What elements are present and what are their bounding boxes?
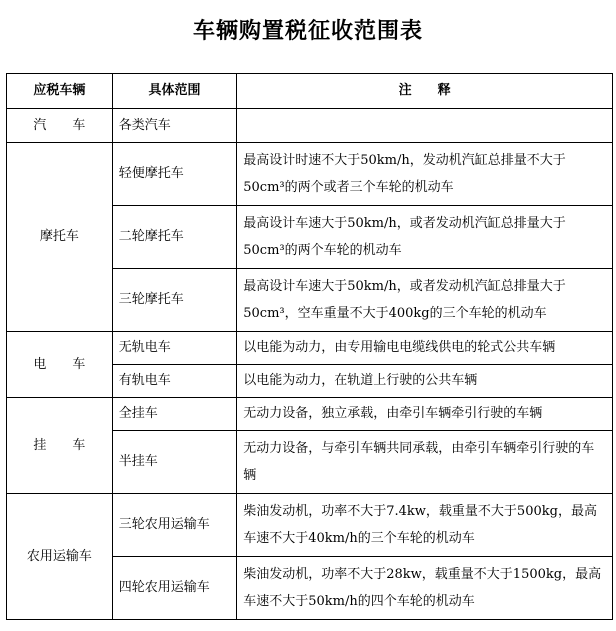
scope-cell: 轻便摩托车: [112, 143, 237, 206]
table-row: [7, 109, 613, 143]
note-cell: 最高设计时速不大于50km/h，发动机汽缸总排量不大于50cm³的两个或者三个车轮的机动车: [237, 143, 613, 206]
scope-cell: 有轨电车: [112, 365, 237, 398]
table-header-row: [7, 74, 613, 109]
note-cell: 最高设计车速大于50km/h，或者发动机汽缸总排量大于50cm³的两个车轮的机动车: [237, 206, 613, 269]
page-title: 车辆购置税征收范围表: [192, 18, 423, 44]
note-cell: 柴油发动机，功率不大于28kw，载重量不大于1500kg，最高车速不大于50km/h的四个车轮的机动车: [237, 557, 613, 620]
note-cell: 以电能为动力，由专用输电电缆线供电的轮式公共车辆: [237, 332, 613, 365]
header-scope: 具体范围: [112, 74, 237, 109]
table-row: [7, 494, 613, 557]
vehicle-trailer: 挂 车: [7, 398, 113, 494]
note-cell: 以电能为动力，在轨道上行驶的公共车辆: [237, 365, 613, 398]
scope-cell: 无轨电车: [112, 332, 237, 365]
vehicle-tram: 电 车: [7, 332, 113, 398]
scope-cell: 全挂车: [112, 398, 237, 431]
tax-scope-table: [6, 73, 613, 620]
scope-cell: 三轮摩托车: [112, 269, 237, 332]
table-row: [7, 332, 613, 365]
vehicle-farm: 农用运输车: [7, 494, 113, 620]
note-cell: 柴油发动机，功率不大于7.4kw，载重量不大于500kg，最高车速不大于40km/h的三个车轮的机动车: [237, 494, 613, 557]
note-cell: 无动力设备，独立承载，由牵引车辆牵引行驶的车辆: [237, 398, 613, 431]
scope-cell: 四轮农用运输车: [112, 557, 237, 620]
scope-cell: 二轮摩托车: [112, 206, 237, 269]
table-row: [7, 398, 613, 431]
note-cell: 无动力设备，与牵引车辆共同承载，由牵引车辆牵引行驶的车辆: [237, 431, 613, 494]
table-row: [7, 143, 613, 206]
note-cell: [237, 109, 613, 143]
header-note: 注 释: [237, 74, 613, 109]
vehicle-car: 汽 车: [7, 109, 113, 143]
scope-cell: 三轮农用运输车: [112, 494, 237, 557]
scope-cell: 各类汽车: [112, 109, 237, 143]
note-cell: 最高设计车速大于50km/h，或者发动机汽缸总排量大于50cm³，空车重量不大于400kg的三个车轮的机动车: [237, 269, 613, 332]
scope-cell: 半挂车: [112, 431, 237, 494]
header-vehicle: 应税车辆: [7, 74, 113, 109]
vehicle-motorcycle: 摩托车: [7, 143, 113, 332]
